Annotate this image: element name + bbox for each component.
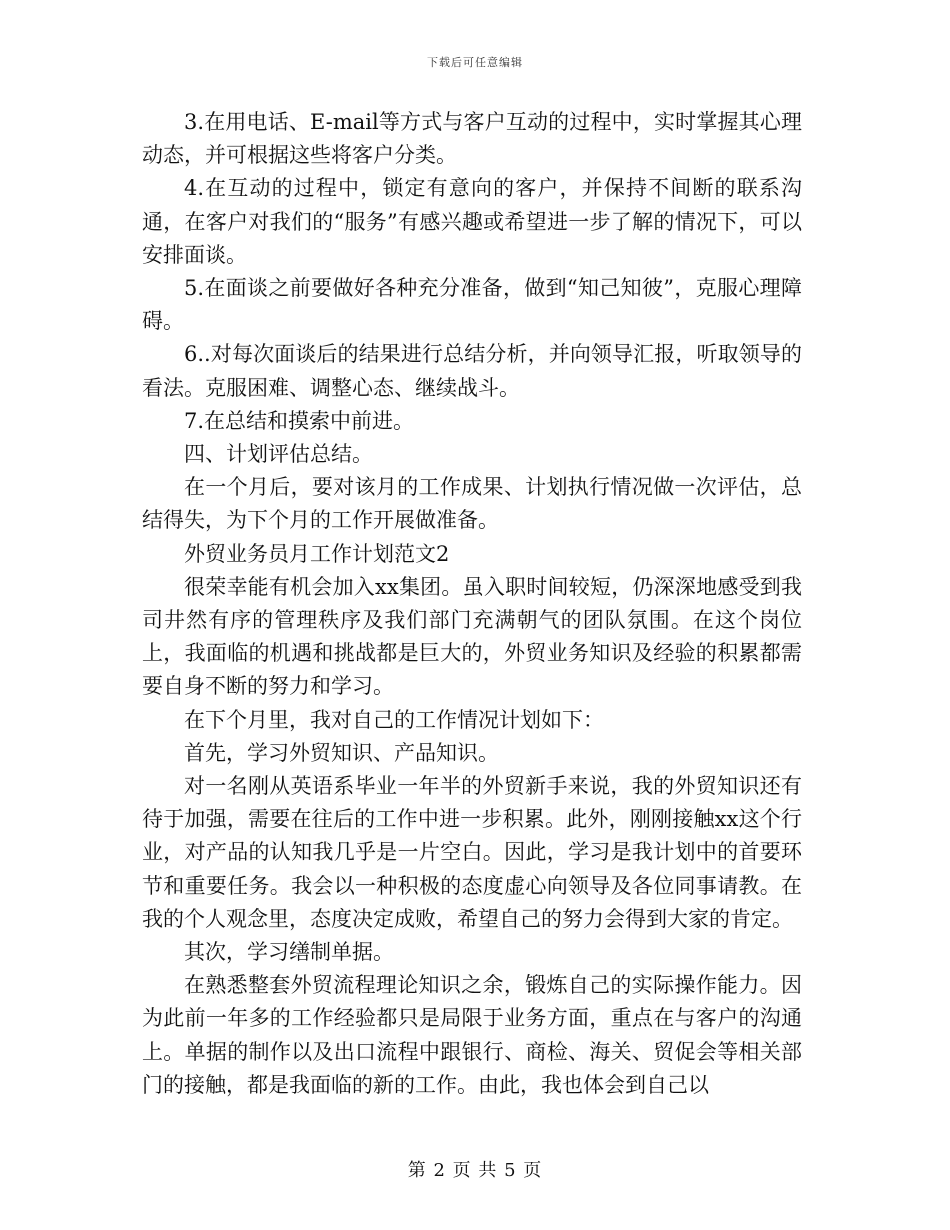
paragraph: 对一名刚从英语系毕业一年半的外贸新手来说，我的外贸知识还有待于加强，需要在往后的工作中进一步积累。此外，刚刚接触xx这个行业，对产品的认知我几乎是一片空白。因此，学习是我计划中的首要环节和重要任务。我会以一种积极的态度虚心向领导及各位同事请教。在我的个人观念里，态度决定成败，希望自己的努力会得到大家的肯定。 [142,774,802,931]
paragraph: 4.在互动的过程中，锁定有意向的客户，并保持不间断的联系沟通，在客户对我们的“服务”有感兴趣或希望进一步了解的情况下，可以安排面谈。 [142,176,802,267]
page-header: 下载后可任意编辑 [427,56,523,69]
page-footer: 第 2 页 共 5 页 [407,1160,543,1181]
paragraph: 在一个月后，要对该月的工作成果、计划执行情况做一次评估，总结得失，为下个月的工作开展做准备。 [142,475,802,533]
document-title: 外贸业务员月工作计划范文2 [184,541,450,566]
paragraph: 在下个月里，我对自己的工作情况计划如下： [184,707,604,732]
paragraph: 很荣幸能有机会加入xx集团。虽入职时间较短，仍深深地感受到我司井然有序的管理秩序及我们部门充满朝气的团队氛围。在这个岗位上，我面临的机遇和挑战都是巨大的，外贸业务知识及经验的积累都需要自身不断的努力和学习。 [142,574,802,699]
section-heading: 四、计划评估总结。 [184,442,373,467]
paragraph: 5.在面谈之前要做好各种充分准备，做到“知己知彼”，克服心理障碍。 [142,276,802,334]
paragraph: 在熟悉整套外贸流程理论知识之余，锻炼自己的实际操作能力。因为此前一年多的工作经验都只是局限于业务方面，重点在与客户的沟通上。单据的制作以及出口流程中跟银行、商检、海关、贸促会等相关部门的接触，都是我面临的新的工作。由此，我也体会到自己以 [142,973,802,1097]
paragraph: 7.在总结和摸索中前进。 [184,408,415,433]
paragraph: 首先，学习外贸知识、产品知识。 [184,740,499,765]
document-body [142,106,802,1102]
paragraph: 其次，学习缮制单据。 [184,940,394,965]
paragraph: 3.在用电话、E-mail等方式与客户互动的过程中，实时掌握其心理动态，并可根据这些将客户分类。 [142,110,802,168]
paragraph: 6..对每次面谈后的结果进行总结分析，并向领导汇报，听取领导的看法。克服困难、调整心态、继续战斗。 [142,342,802,400]
